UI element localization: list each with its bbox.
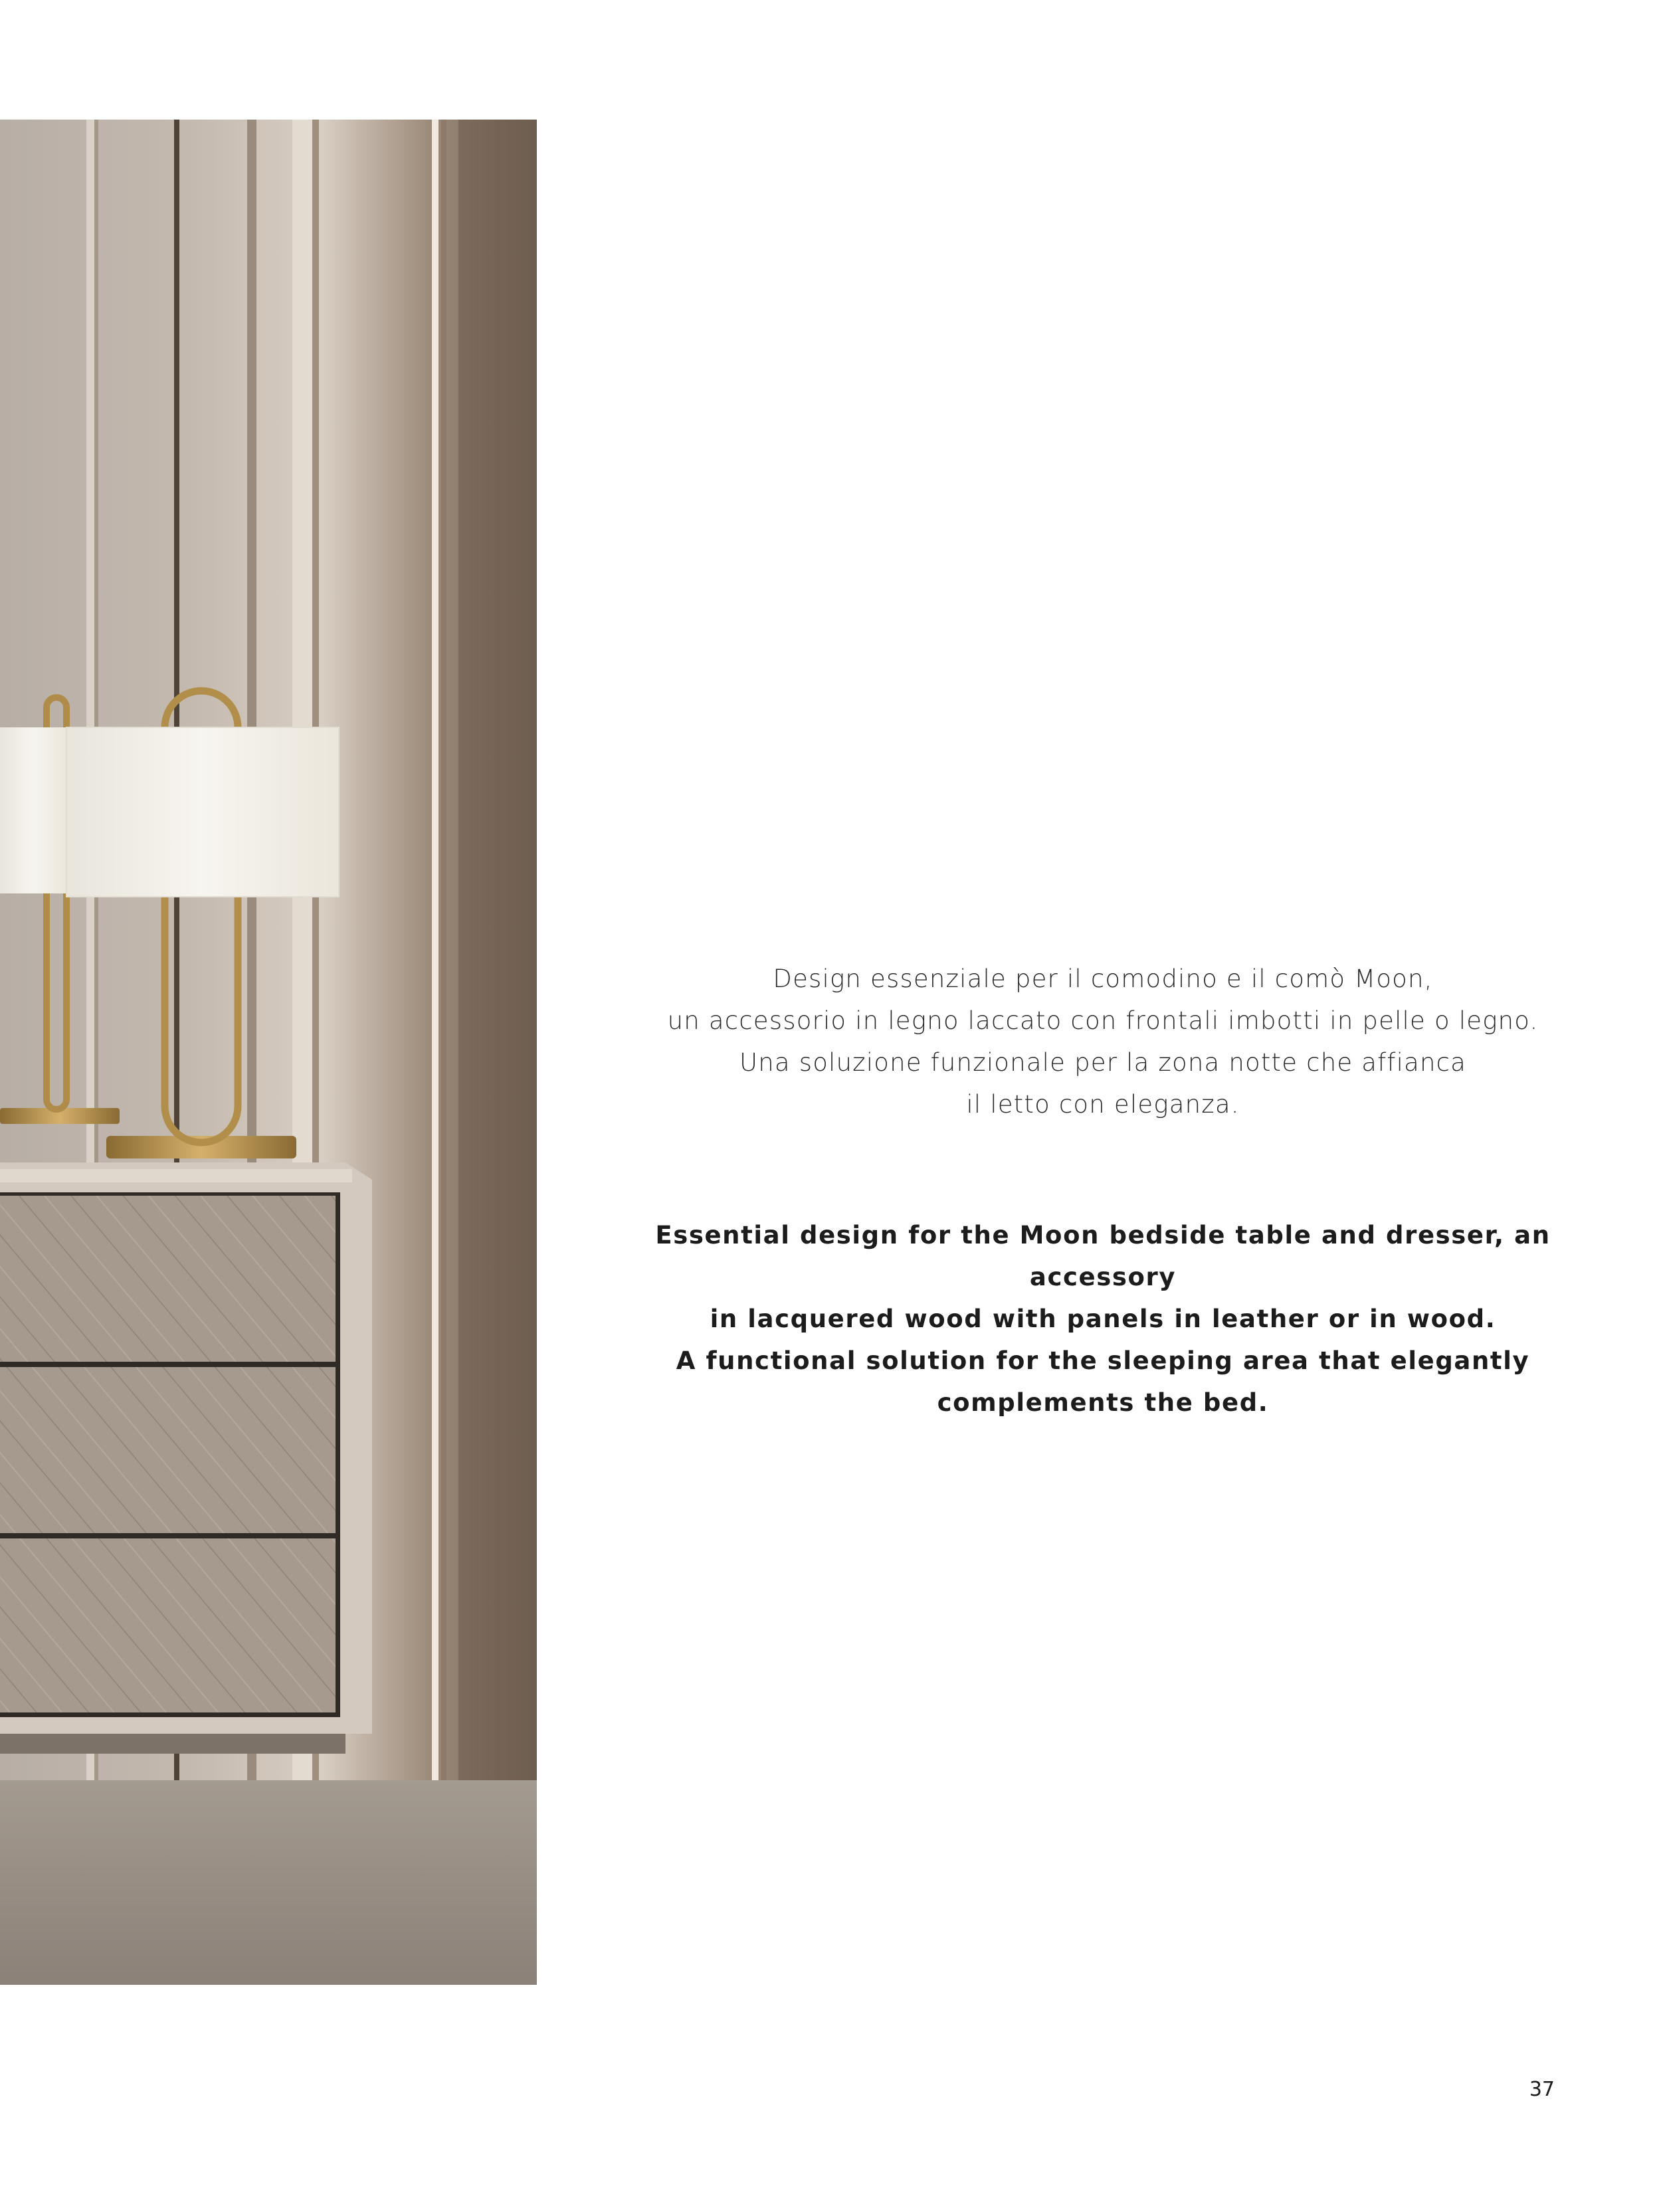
- english-line-3: A functional solution for the sleeping area that elegantly: [676, 1346, 1530, 1375]
- italian-line-2: un accessorio in legno laccato con frontali imbotti in pelle o legno.: [667, 1006, 1539, 1035]
- english-line-2: in lacquered wood with panels in leather or in wood.: [710, 1305, 1496, 1333]
- italian-line-4: il letto con eleganza.: [966, 1090, 1240, 1119]
- english-line-4: complements the bed.: [937, 1388, 1269, 1417]
- italian-line-1: Design essenziale per il comodino e il comò Moon,: [773, 965, 1433, 993]
- product-photo: [0, 120, 537, 1985]
- bedside-scene-illustration: [0, 120, 537, 1985]
- italian-description: [638, 958, 1568, 1125]
- english-line-1: Essential design for the Moon bedside table and dresser, an accessory: [655, 1221, 1551, 1291]
- italian-line-3: Una soluzione funzionale per la zona notte che affianca: [739, 1048, 1467, 1077]
- english-description: [638, 1214, 1568, 1424]
- page-number: 37: [1529, 2078, 1555, 2101]
